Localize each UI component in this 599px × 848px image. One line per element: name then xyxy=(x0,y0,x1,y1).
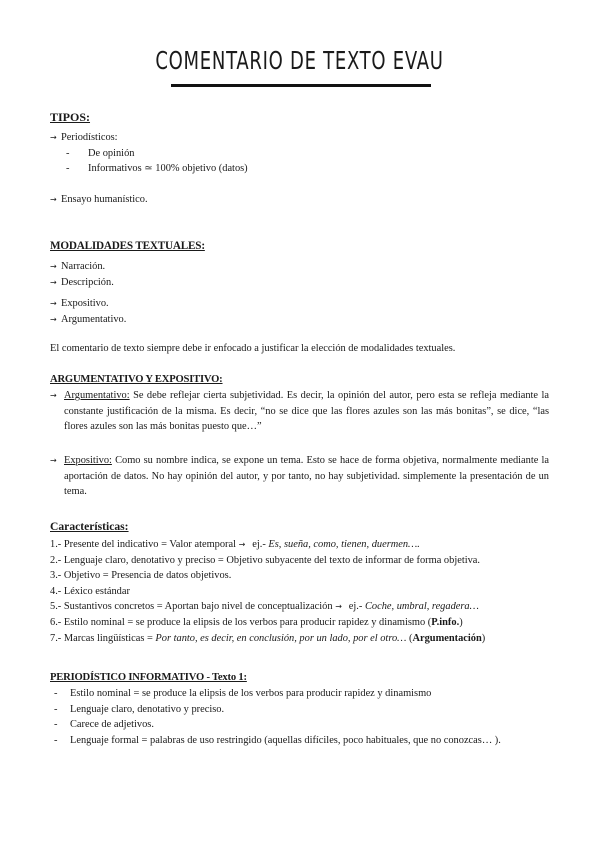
tipos-list xyxy=(50,130,549,177)
arrow-icon: → xyxy=(50,456,57,465)
list-subitem: - De opinión xyxy=(66,147,135,159)
arrow-icon: → xyxy=(50,262,57,271)
arrow-icon: → xyxy=(50,277,57,287)
approx-equal-icon: ≃ xyxy=(144,163,153,175)
arrow-icon: → xyxy=(50,391,57,400)
caracteristicas-heading: Características: xyxy=(50,520,129,533)
modalidades-list-1 xyxy=(50,259,549,290)
list-subitem: - Informativos ≃ 100% objetivo (datos) xyxy=(66,163,248,175)
periodistico-heading: PERIODÍSTICO INFORMATIVO - Texto 1: xyxy=(50,672,247,683)
list-item: → Narración. xyxy=(50,259,549,275)
expositivo-label: Expositivo: xyxy=(64,455,112,466)
arrow-icon: → xyxy=(50,299,57,308)
argumentativo-item: → Argumentativo: Se debe reflejar cierta subjetividad. Es decir, la opinión del autor, pero esta se refleja mediante la constante justificación de la misma. Es decir, “no se dice que las flores azules son las más bonitas”, se dice, “las flores azules son las más bonitas puesto que…” xyxy=(50,388,549,435)
list-item: - Lenguaje claro, denotativo y preciso. xyxy=(54,703,225,715)
section-modalidades xyxy=(50,239,549,255)
arrow-icon: → xyxy=(238,540,246,549)
arrow-icon: → xyxy=(50,133,57,142)
section-caracteristicas xyxy=(50,519,549,535)
tipos-list-2 xyxy=(50,192,549,208)
argexp-heading: ARGUMENTATIVO Y EXPOSITIVO: xyxy=(50,374,223,385)
list-item: 1.- Presente del indicativo = Valor atemporal → ej.- Es, sueña, como, tienen, duermen…. xyxy=(50,537,549,553)
list-item: 2.- Lenguaje claro, denotativo y preciso = Objetivo subyacente del texto de informar de forma objetiva. xyxy=(50,554,480,566)
list-item: 4.- Léxico estándar xyxy=(50,585,130,597)
argumentativo-label: Argumentativo: xyxy=(64,390,130,401)
list-item: → Ensayo humanístico. xyxy=(50,192,549,208)
modalidades-heading: MODALIDADES TEXTUALES: xyxy=(50,240,205,252)
expositivo-item: → Expositivo: Como su nombre indica, se expone un tema. Esto se hace de forma objetiva, normalmente mediante la aportación de datos. No hay opinión del autor, y por tanto, no hay subjetividad. simplemente la presentación de un tema. xyxy=(50,453,549,500)
modalidades-note: El comentario de texto siempre debe ir enfocado a justificar la elección de modalidades textuales. xyxy=(50,343,456,354)
list-item: → Descripción. xyxy=(50,275,549,291)
arrow-icon: → xyxy=(50,314,57,324)
caracteristicas-list xyxy=(50,537,549,646)
list-item: - Lenguaje formal = palabras de uso restringido (aquellas difíciles, poco habituales, que no conozcas… ). xyxy=(54,734,501,746)
list-item: - Carece de adjetivos. xyxy=(54,719,154,731)
list-item: → Argumentativo. xyxy=(50,312,549,328)
section-argexp xyxy=(50,372,549,388)
title-underline xyxy=(171,84,431,87)
arrow-icon: → xyxy=(335,602,342,612)
list-item: 3.- Objetivo = Presencia de datos objetivos. xyxy=(50,570,232,582)
arrow-icon: → xyxy=(50,195,57,204)
list-item: 6.- Estilo nominal = se produce la elipsis de los verbos para producir rapidez y dinamismo (P.info.) xyxy=(50,616,463,628)
list-item: 7.- Marcas lingüísticas = Por tanto, es decir, en conclusión, por un lado, por el otro… (Argumentación) xyxy=(50,632,486,644)
section-periodistico xyxy=(50,670,549,686)
modalidades-list-2 xyxy=(50,296,549,327)
page-title: COMENTARIO DE TEXTO EVAU xyxy=(155,46,444,75)
list-item: → Expositivo. xyxy=(50,296,549,312)
list-item: 5.- Sustantivos concretos = Aportan bajo nivel de conceptualización → ej.- Coche, umbral, regadera… xyxy=(50,599,549,615)
list-item: - Estilo nominal = se produce la elipsis de los verbos para producir rapidez y dinamismo xyxy=(54,688,432,699)
tipos-heading: TIPOS: xyxy=(50,110,91,124)
list-item: → Periodísticos: xyxy=(50,130,549,146)
periodistico-list xyxy=(50,686,549,748)
section-tipos xyxy=(50,110,549,126)
